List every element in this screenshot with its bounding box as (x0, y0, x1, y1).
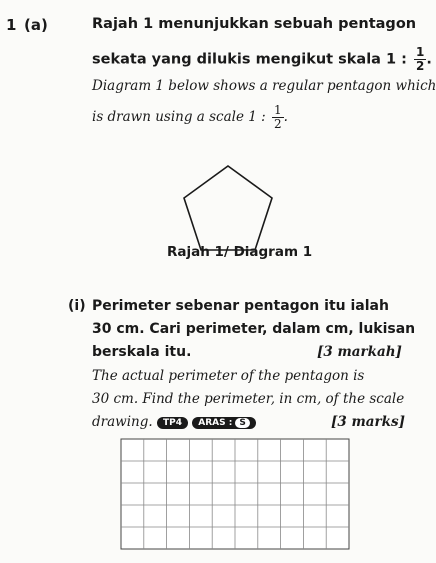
subquestion-english-line2: 30 cm. Find the perimeter, in cm, of the scale (92, 391, 405, 407)
malay-marks: [3 markah] (317, 344, 402, 360)
scale-numerator: 1 (416, 45, 425, 59)
question-english-line2-text: is drawn using a scale 1 : (92, 109, 266, 125)
diagram-caption: Rajah 1/ Diagram 1 (167, 244, 313, 260)
scale-denominator-en: 2 (274, 117, 282, 131)
subquestion-english-line3-text: drawing. (92, 414, 153, 430)
question-english-line1: Diagram 1 below shows a regular pentagon which (92, 78, 436, 94)
aras-level: S (235, 418, 249, 428)
scale-fraction-english (272, 104, 284, 131)
subquestion-english-line1: The actual perimeter of the pentagon is (92, 368, 365, 384)
answer-grid (120, 438, 350, 550)
question-english-line2: is drawn using a scale 1 : $\frac{1}{2}$ . (92, 103, 288, 131)
subquestion-english-line3 (92, 414, 256, 430)
scale-denominator: 2 (416, 59, 425, 73)
subquestion-malay-line2: 30 cm. Cari perimeter, dalam cm, lukisan (92, 321, 416, 337)
pentagon-shape (184, 166, 272, 250)
aras-badge-text: ARAS : (198, 417, 233, 428)
scale-fraction-malay (414, 46, 426, 73)
subquestion-malay-line1: Perimeter sebenar pentagon itu ialah (92, 298, 389, 314)
subquestion-malay-line3: berskala itu. (92, 344, 192, 360)
aras-badge (192, 417, 256, 429)
question-part: (a) (24, 16, 48, 34)
tp-badge: TP4 (157, 417, 188, 429)
scale-numerator-en: 1 (274, 103, 282, 117)
question-malay-line2-text: sekata yang dilukis mengikut skala 1 : (92, 51, 407, 68)
question-malay-line1: Rajah 1 menunjukkan sebuah pentagon (92, 16, 417, 32)
question-number: 1 (6, 16, 17, 34)
subquestion-label: (i) (68, 298, 86, 314)
english-marks: [3 marks] (331, 414, 405, 430)
regular-pentagon-figure (180, 162, 276, 256)
question-malay-line2: sekata yang dilukis mengikut skala 1 : $\frac{1}{2}$ . (92, 45, 432, 73)
